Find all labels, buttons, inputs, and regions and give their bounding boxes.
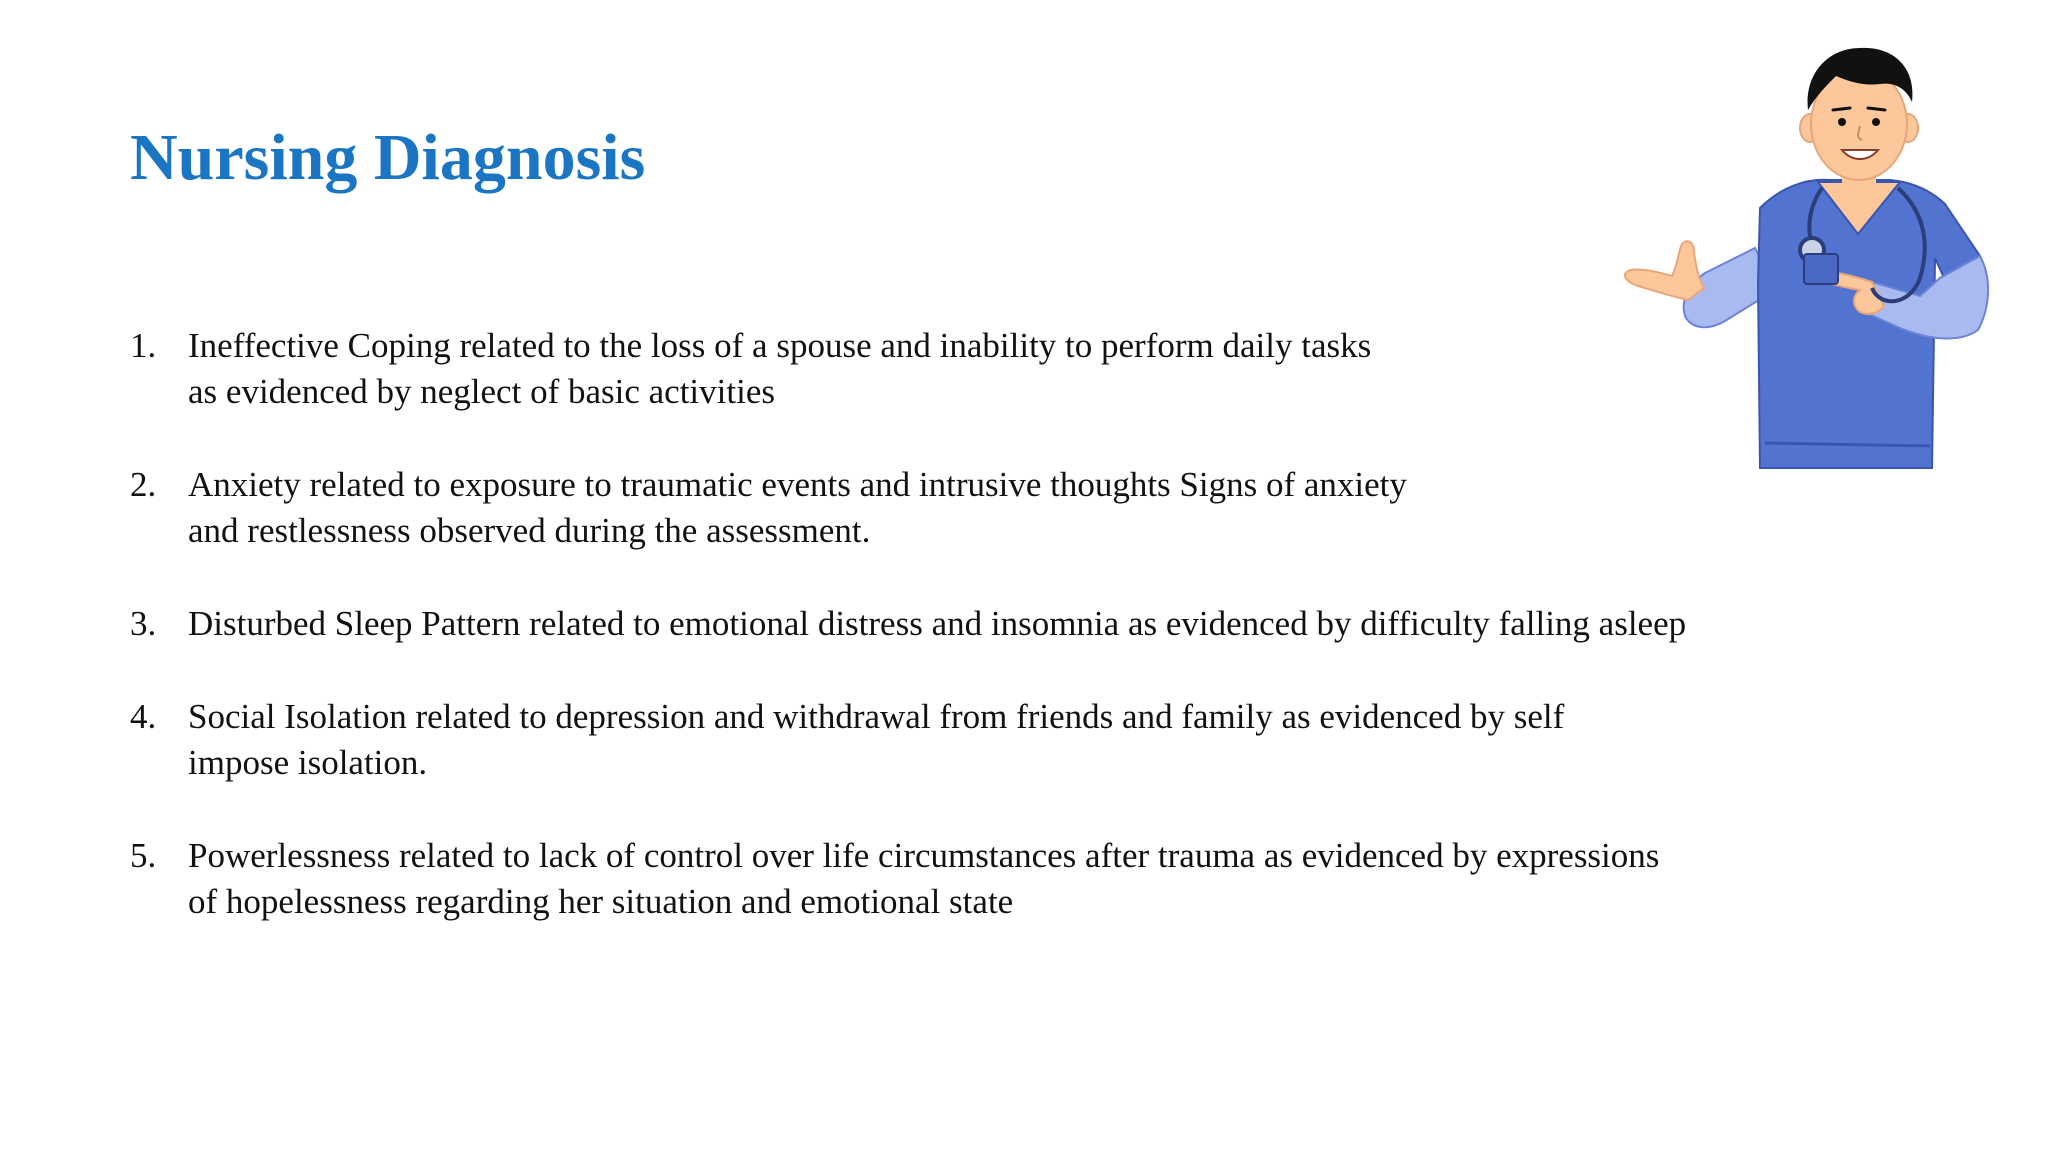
nurse-illustration-icon	[1560, 38, 2000, 478]
diagnosis-number: 4.	[130, 697, 157, 736]
diagnosis-item-1	[130, 323, 1686, 415]
diagnosis-item-2	[130, 462, 1686, 554]
diagnosis-item-3	[130, 601, 1686, 647]
diagnosis-text-line: Disturbed Sleep Pattern related to emotional distress and insomnia as evidenced by difficulty falling asleep	[188, 604, 1687, 643]
diagnosis-list	[130, 323, 1686, 972]
slide-title: Nursing Diagnosis	[130, 121, 646, 194]
diagnosis-number: 5.	[130, 836, 157, 875]
left-eyebrow	[1833, 108, 1850, 110]
diagnosis-text-line: and restlessness observed during the assessment.	[188, 511, 871, 550]
scrub-pocket	[1804, 254, 1838, 284]
left-hand	[1625, 241, 1704, 300]
diagnosis-text-line: impose isolation.	[188, 743, 428, 782]
diagnosis-text-line: Ineffective Coping related to the loss of a spouse and inability to perform daily tasks	[188, 326, 1372, 365]
diagnosis-item-5	[130, 833, 1686, 925]
diagnosis-number: 3.	[130, 604, 157, 643]
diagnosis-text-line: Powerlessness related to lack of control over life circumstances after trauma as evidenced by expressions	[188, 836, 1660, 875]
diagnosis-text-line: Social Isolation related to depression and withdrawal from friends and family as evidenced by self	[188, 697, 1565, 736]
diagnosis-item-4	[130, 694, 1686, 786]
diagnosis-text-line: Anxiety related to exposure to traumatic events and intrusive thoughts Signs of anxiety	[188, 465, 1407, 504]
right-eye	[1872, 118, 1880, 126]
diagnosis-text-line: of hopelessness regarding her situation and emotional state	[188, 882, 1014, 921]
diagnosis-number: 1.	[130, 326, 157, 365]
left-eye	[1838, 118, 1846, 126]
right-eyebrow	[1868, 108, 1885, 110]
diagnosis-text-line: as evidenced by neglect of basic activities	[188, 372, 775, 411]
diagnosis-number: 2.	[130, 465, 157, 504]
